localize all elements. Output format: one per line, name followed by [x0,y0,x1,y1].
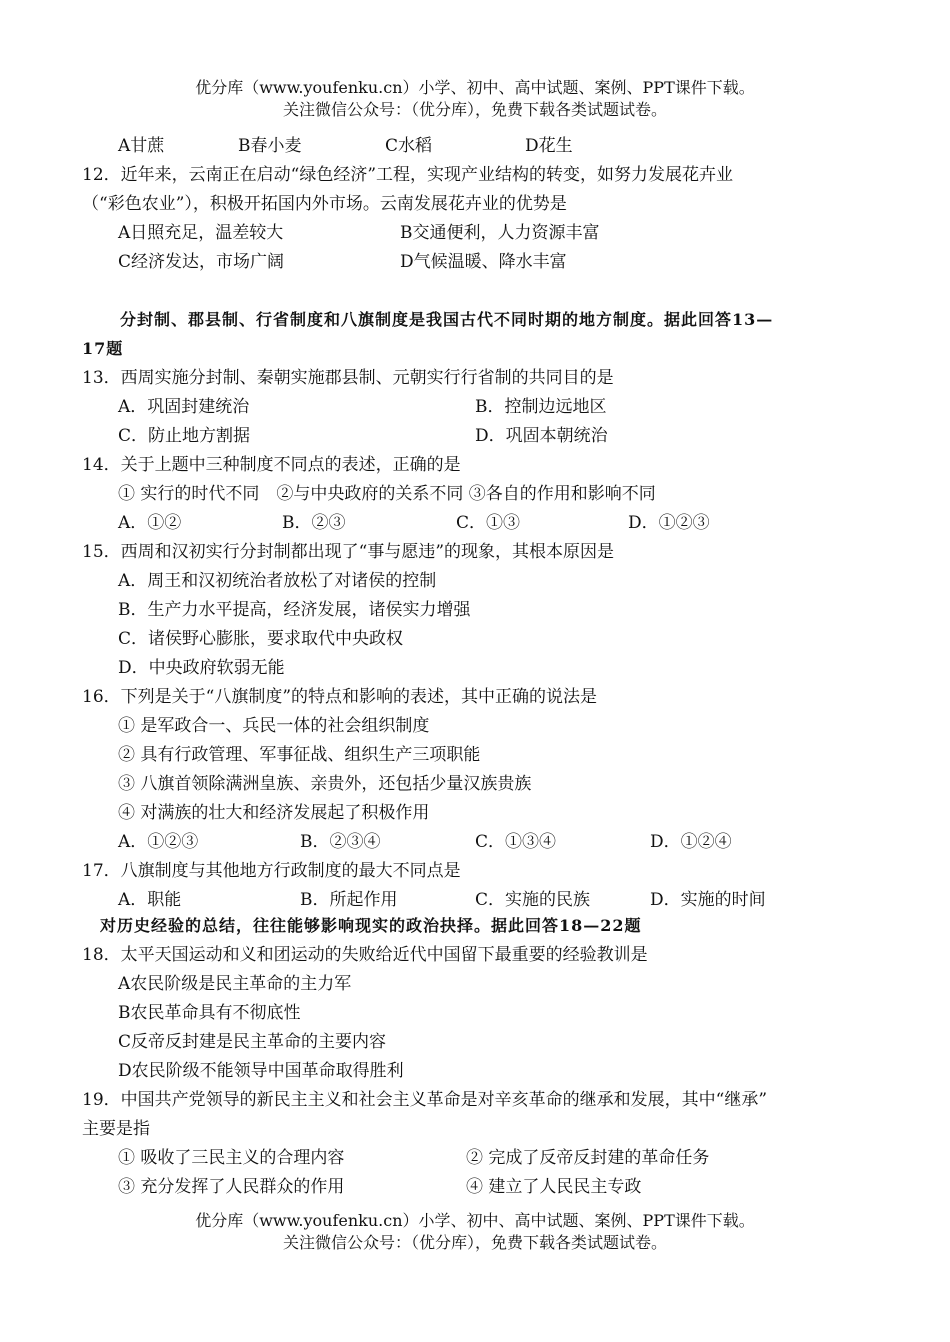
q12-option-a: A日照充足，温差较大 [118,223,284,243]
q13-option-b: B．控制边远地区 [475,397,607,417]
q16-item-3: ③ 八旗首领除满洲皇族、亲贵外，还包括少量汉族贵族 [118,774,532,794]
q15-option-a: A．周王和汉初统治者放松了对诸侯的控制 [118,571,437,591]
q13-stem: 13．西周实施分封制、秦朝实施郡县制、元朝实行行省制的共同目的是 [82,368,614,388]
q18-option-d: D农民阶级不能领导中国革命取得胜利 [118,1061,404,1081]
q18-option-a: A农民阶级是民主革命的主力军 [118,974,352,994]
page-header [0,77,950,121]
q13-option-a: A．巩固封建统治 [118,397,250,417]
q17-stem: 17．八旗制度与其他地方行政制度的最大不同点是 [82,861,461,881]
q12-option-c: C经济发达，市场广阔 [118,252,285,272]
q17-option-c: C．实施的民族 [475,890,591,910]
section-intro-1-line-1: 分封制、郡县制、行省制度和八旗制度是我国古代不同时期的地方制度。据此回答13— [120,310,774,329]
page-footer [0,1210,950,1254]
q11-option-a: A甘蔗 [118,136,165,156]
q15-option-b: B．生产力水平提高，经济发展，诸侯实力增强 [118,600,471,620]
q14-items: ① 实行的时代不同 ②与中央政府的关系不同 ③各自的作用和影响不同 [118,484,656,504]
q14-option-c: C．①③ [456,513,521,533]
q19-item-3: ③ 充分发挥了人民群众的作用 [118,1177,345,1197]
footer-line-2: 关注微信公众号：（优分库），免费下载各类试题试卷。 [282,1233,667,1252]
header-line-1: 优分库（www.youfenku.cn）小学、初中、高中试题、案例、PPT课件下载。 [195,78,755,97]
footer-line-1: 优分库（www.youfenku.cn）小学、初中、高中试题、案例、PPT课件下载。 [195,1211,755,1230]
q14-stem: 14．关于上题中三种制度不同点的表述，正确的是 [82,455,461,475]
q17-option-a: A．职能 [118,890,182,910]
q14-option-d: D．①②③ [628,513,710,533]
q16-option-c: C．①③④ [475,832,557,852]
q16-option-d: D．①②④ [650,832,732,852]
q16-option-b: B．②③④ [300,832,381,852]
q18-option-c: C反帝反封建是民主革命的主要内容 [118,1032,387,1052]
q18-option-b: B农民革命具有不彻底性 [118,1003,301,1023]
q19-stem-line-2: 主要是指 [82,1119,150,1139]
q16-item-1: ① 是军政合一、兵民一体的社会组织制度 [118,716,430,736]
q16-option-a: A．①②③ [118,832,199,852]
q18-stem: 18．太平天国运动和义和团运动的失败给近代中国留下最重要的经验教训是 [82,945,648,965]
q17-option-d: D．实施的时间 [650,890,766,910]
q19-item-4: ④ 建立了人民民主专政 [466,1177,642,1197]
q11-option-c: C水稻 [385,136,433,156]
q12-stem-line-1: 12．近年来，云南正在启动“绿色经济”工程，实现产业结构的转变，如努力发展花卉业 [82,165,734,185]
header-line-2: 关注微信公众号：（优分库），免费下载各类试题试卷。 [282,100,667,119]
q19-item-1: ① 吸收了三民主义的合理内容 [118,1148,345,1168]
q13-option-c: C．防止地方割据 [118,426,251,446]
q14-option-b: B．②③ [282,513,346,533]
section-intro-2: 对历史经验的总结，往往能够影响现实的政治抉择。据此回答18—22题 [100,916,642,935]
q13-option-d: D．巩固本朝统治 [475,426,608,446]
q17-option-b: B．所起作用 [300,890,398,910]
q12-option-b: B交通便利，人力资源丰富 [400,223,600,243]
q16-item-4: ④ 对满族的壮大和经济发展起了积极作用 [118,803,430,823]
q16-item-2: ② 具有行政管理、军事征战、组织生产三项职能 [118,745,481,765]
q15-option-c: C．诸侯野心膨胀，要求取代中央政权 [118,629,404,649]
q15-stem: 15．西周和汉初实行分封制都出现了“事与愿违”的现象，其根本原因是 [82,542,615,562]
q14-option-a: A．①② [118,513,182,533]
q15-option-d: D．中央政府软弱无能 [118,658,285,678]
q12-option-d: D气候温暖、降水丰富 [400,252,567,272]
section-intro-1-line-2: 17题 [82,339,124,358]
q11-option-d: D花生 [525,136,573,156]
q12-stem-line-2: （“彩色农业”），积极开拓国内外市场。云南发展花卉业的优势是 [82,194,567,214]
q19-item-2: ② 完成了反帝反封建的革命任务 [466,1148,710,1168]
q11-option-b: B春小麦 [238,136,302,156]
q19-stem-line-1: 19．中国共产党领导的新民主主义和社会主义革命是对辛亥革命的继承和发展，其中“继承” [82,1090,768,1110]
q16-stem: 16．下列是关于“八旗制度”的特点和影响的表述，其中正确的说法是 [82,687,598,707]
